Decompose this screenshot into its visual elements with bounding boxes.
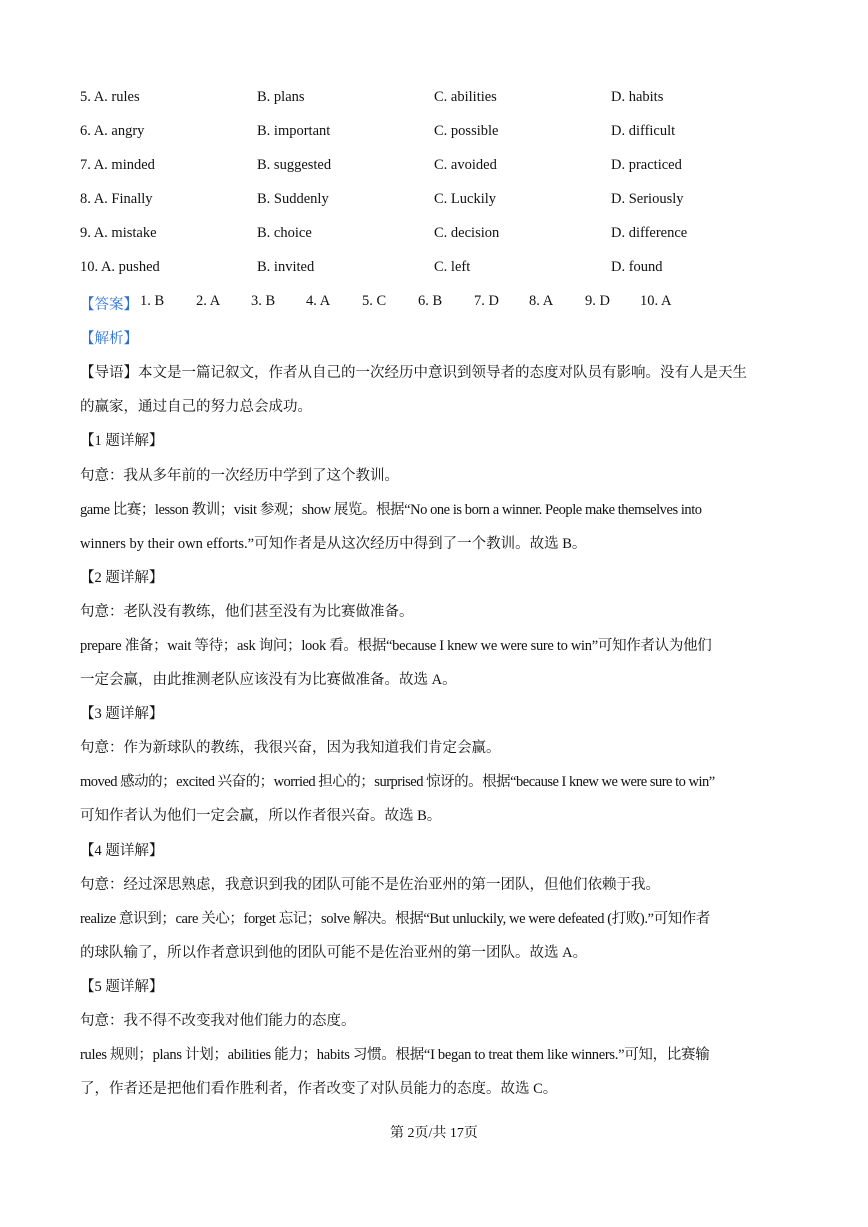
option-row-9 [80, 225, 820, 245]
body-line: game 比赛；lesson 教训；visit 参观；show 展览。根据“No one is born a winner. People make themselves into [80, 502, 702, 518]
section-heading-5: 【5 题详解】 [80, 979, 164, 995]
body-line: 句意：我不得不改变我对他们能力的态度。 [80, 1013, 356, 1029]
option-b: B. suggested [257, 157, 332, 173]
body-line: moved 感动的；excited 兴奋的；worried 担心的；surprised 惊讶的。根据“because I knew we were sure to win” [80, 774, 715, 790]
option-d: D. difficult [611, 123, 676, 139]
answer-item: 1. B [140, 293, 165, 309]
page-footer: 第 2页/共 17页 [390, 1126, 478, 1141]
body-line: 句意：作为新球队的教练，我很兴奋，因为我知道我们肯定会赢。 [80, 740, 501, 756]
answer-item: 8. A [529, 293, 554, 309]
analysis-label: 【解析】 [80, 331, 138, 347]
option-c: C. abilities [434, 89, 497, 105]
body-line: 句意：我从多年前的一次经历中学到了这个教训。 [80, 468, 399, 484]
answer-item: 4. A [306, 293, 331, 309]
option-d: D. practiced [611, 157, 682, 173]
section-heading-4: 【4 题详解】 [80, 843, 164, 859]
answer-item: 10. A [640, 293, 672, 309]
option-row-8 [80, 191, 820, 211]
option-b: B. Suddenly [257, 191, 329, 207]
option-b: B. choice [257, 225, 312, 241]
answer-item: 6. B [418, 293, 443, 309]
option-row-7 [80, 157, 820, 177]
option-a: 5. A. rules [80, 89, 140, 105]
body-line: 的球队输了，所以作者意识到他的团队可能不是佐治亚州的第一团队。故选 A。 [80, 945, 588, 961]
answer-item: 7. D [474, 293, 499, 309]
option-d: D. Seriously [611, 191, 684, 207]
answer-item: 3. B [251, 293, 276, 309]
body-line: 一定会赢，由此推测老队应该没有为比赛做准备。故选 A。 [80, 672, 457, 688]
answer-item: 2. A [196, 293, 221, 309]
option-a: 9. A. mistake [80, 225, 157, 241]
option-d: D. difference [611, 225, 688, 241]
section-heading-3: 【3 题详解】 [80, 706, 164, 722]
option-b: B. important [257, 123, 331, 139]
option-a: 7. A. minded [80, 157, 155, 173]
option-a: 8. A. Finally [80, 191, 153, 207]
body-line: winners by their own efforts.”可知作者是从这次经历中得到了一个教训。故选 B。 [80, 536, 587, 552]
section-heading-1: 【1 题详解】 [80, 433, 164, 449]
answer-row [80, 293, 820, 313]
answer-item: 9. D [585, 293, 610, 309]
option-c: C. left [434, 259, 471, 275]
answer-label: 【答案】 [80, 297, 138, 313]
option-a: 10. A. pushed [80, 259, 160, 275]
body-line: prepare 准备；wait 等待；ask 询问；look 看。根据“because I knew we were sure to win”可知作者认为他们 [80, 638, 712, 654]
option-c: C. Luckily [434, 191, 497, 207]
option-c: C. decision [434, 225, 500, 241]
intro-line: 【导语】本文是一篇记叙文，作者从自己的一次经历中意识到领导者的态度对队员有影响。没有人是天生 [80, 365, 747, 381]
option-row-6 [80, 123, 820, 143]
body-line: 句意：经过深思熟虑，我意识到我的团队可能不是佐治亚州的第一团队，但他们依赖于我。 [80, 877, 660, 893]
option-c: C. possible [434, 123, 499, 139]
body-line: 可知作者认为他们一定会赢，所以作者很兴奋。故选 B。 [80, 808, 442, 824]
option-d: D. found [611, 259, 663, 275]
option-row-10 [80, 259, 820, 279]
body-line: 句意：老队没有教练，他们甚至没有为比赛做准备。 [80, 604, 414, 620]
section-heading-2: 【2 题详解】 [80, 570, 164, 586]
body-line: 了，作者还是把他们看作胜利者，作者改变了对队员能力的态度。故选 C。 [80, 1081, 558, 1097]
body-line: rules 规则；plans 计划；abilities 能力；habits 习惯。根据“I began to treat them like winners.”可知，比赛输 [80, 1047, 710, 1063]
option-b: B. invited [257, 259, 315, 275]
option-c: C. avoided [434, 157, 497, 173]
body-line: realize 意识到；care 关心；forget 忘记；solve 解决。根据“But unluckily, we were defeated (打败).”可知作者 [80, 911, 710, 927]
option-a: 6. A. angry [80, 123, 145, 139]
option-row-5 [80, 89, 820, 109]
answer-item: 5. C [362, 293, 387, 309]
intro-line: 的赢家，通过自己的努力总会成功。 [80, 399, 312, 415]
option-b: B. plans [257, 89, 305, 105]
option-d: D. habits [611, 89, 664, 105]
